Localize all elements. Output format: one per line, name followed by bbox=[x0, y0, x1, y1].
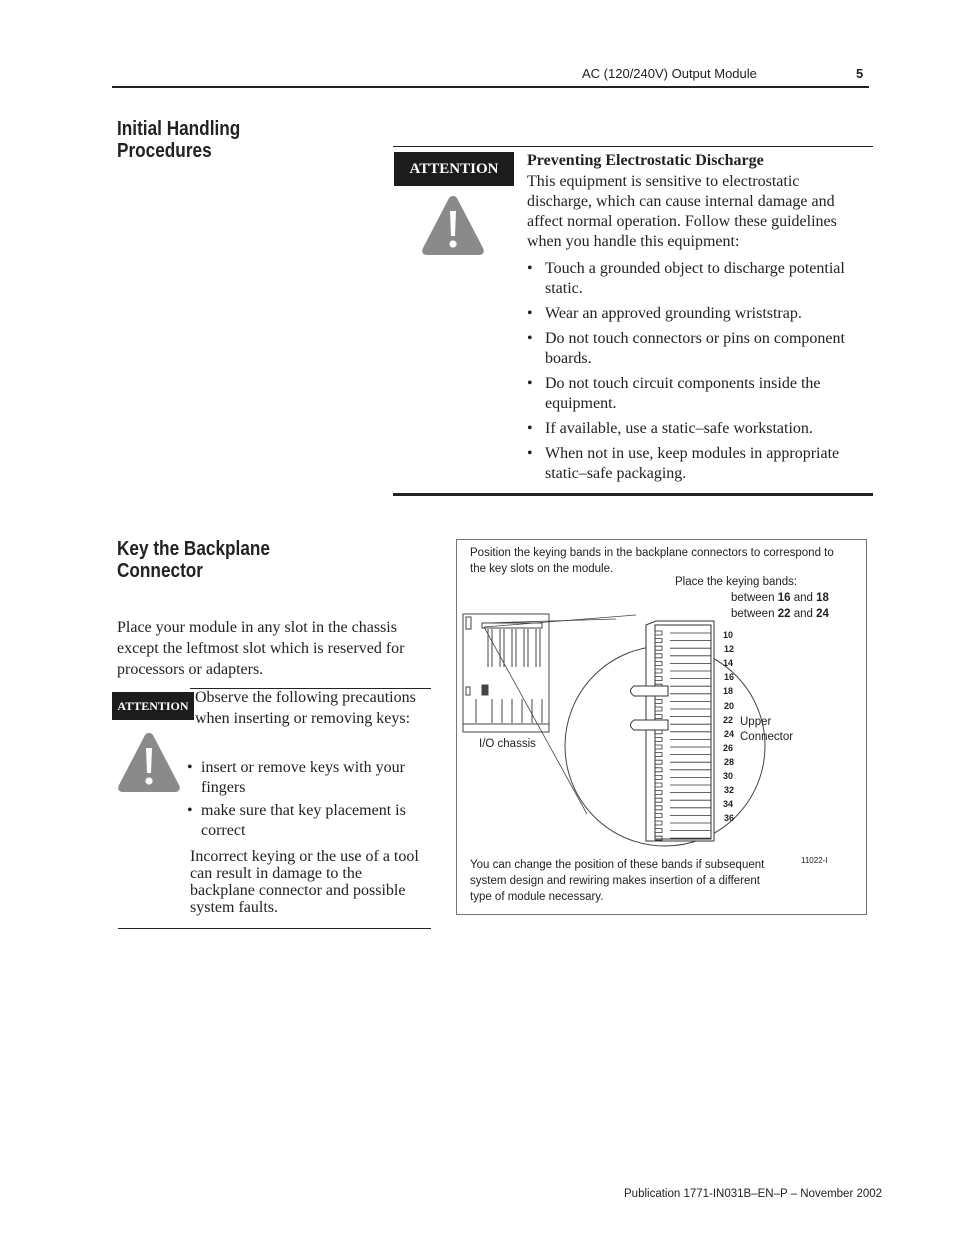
attention-badge: ATTENTION bbox=[394, 152, 514, 186]
header-rule bbox=[112, 86, 869, 88]
figure-place-label: Place the keying bands: bbox=[675, 576, 798, 588]
pin-label: 10 bbox=[723, 630, 734, 640]
page-number: 5 bbox=[856, 66, 864, 81]
band-text: and bbox=[793, 592, 813, 604]
band-pin: 22 bbox=[777, 608, 791, 620]
body-paragraph: Place your module in any slot in the chassis except the leftmost slot which is reserved for processors or adapters. bbox=[117, 619, 405, 678]
band-text: between bbox=[731, 592, 775, 604]
figure-caption-top: Position the keying bands in the backplane connectors to correspond to the key slots on the module. bbox=[470, 547, 834, 575]
band-pin: 18 bbox=[816, 592, 829, 604]
figure-caption-bottom: You can change the position of these bands if subsequent system design and rewiring makes insertion of a different type of module necessary. bbox=[470, 859, 765, 903]
list-item bbox=[527, 329, 867, 369]
band-pin: 24 bbox=[816, 608, 829, 620]
esd-guidelines-list bbox=[527, 259, 867, 489]
list-item-text: Touch a grounded object to discharge potential static. bbox=[545, 260, 845, 297]
io-chassis-label: I/O chassis bbox=[479, 738, 536, 750]
bullet-icon: • bbox=[527, 330, 533, 347]
pin-label: 32 bbox=[724, 785, 735, 796]
list-item bbox=[527, 374, 867, 414]
pin-label: 18 bbox=[723, 686, 734, 697]
warning-triangle-icon bbox=[116, 729, 182, 800]
band-text: and bbox=[793, 608, 813, 620]
warning-triangle-icon bbox=[420, 192, 486, 263]
band-text: between bbox=[731, 608, 775, 620]
heading-line: Procedures bbox=[117, 140, 212, 162]
pin-label: 26 bbox=[723, 742, 734, 753]
pin-label: 30 bbox=[723, 771, 734, 781]
attention-bottom-rule bbox=[118, 928, 431, 929]
bullet-icon: • bbox=[527, 305, 533, 322]
list-item-text: If available, use a static–safe workstation. bbox=[545, 420, 813, 437]
attention-title: Preventing Electrostatic Discharge bbox=[527, 152, 764, 169]
keying-precautions-list bbox=[187, 758, 427, 844]
pin-label: 34 bbox=[723, 799, 734, 810]
list-item-text: Do not touch connectors or pins on component boards. bbox=[545, 330, 845, 367]
attention-intro: This equipment is sensitive to electrostatic discharge, which can cause internal damage and affect normal operation. Follow these guidelines when you handle this equipment: bbox=[527, 173, 837, 250]
section-heading-key-backplane bbox=[117, 538, 270, 582]
pin-label: 16 bbox=[724, 672, 735, 683]
list-item-text: Wear an approved grounding wriststrap. bbox=[545, 305, 802, 322]
bullet-icon: • bbox=[527, 260, 533, 277]
list-item bbox=[527, 419, 867, 439]
list-item bbox=[527, 444, 867, 484]
pin-label: 28 bbox=[724, 756, 735, 767]
pin-label: 22 bbox=[723, 714, 734, 725]
list-item-text: Do not touch circuit components inside the equipment. bbox=[545, 375, 821, 412]
list-item bbox=[527, 304, 867, 324]
list-item-text: make sure that key placement is correct bbox=[201, 802, 406, 839]
band-pin: 16 bbox=[777, 592, 791, 604]
heading-line: Connector bbox=[117, 560, 203, 582]
attention-badge: ATTENTION bbox=[112, 692, 194, 720]
pin-label: 14 bbox=[723, 658, 734, 669]
upper-connector-label bbox=[740, 715, 793, 745]
heading-line: Key the Backplane bbox=[117, 538, 270, 560]
list-item bbox=[527, 259, 867, 299]
figure-number: 11022-I bbox=[801, 856, 828, 865]
attention-bottom-rule bbox=[393, 493, 873, 496]
pin-label: 24 bbox=[724, 728, 735, 739]
attention-warning-text: Incorrect keying or the use of a tool can result in damage to the backplane connector and possible system faults. bbox=[190, 848, 419, 916]
attention-intro: Observe the following precautions when inserting or removing keys: bbox=[195, 689, 416, 727]
section-heading-initial-handling bbox=[117, 118, 240, 162]
list-item bbox=[187, 801, 427, 841]
label-line: Connector bbox=[740, 731, 794, 743]
attention-top-rule bbox=[393, 146, 873, 147]
list-item-text: When not in use, keep modules in appropriate static–safe packaging. bbox=[545, 445, 840, 482]
heading-line: Initial Handling bbox=[117, 118, 241, 140]
bullet-icon: • bbox=[527, 420, 533, 437]
bullet-icon: • bbox=[187, 759, 193, 776]
bullet-icon: • bbox=[527, 445, 533, 462]
bullet-icon: • bbox=[527, 375, 533, 392]
bullet-icon: • bbox=[187, 802, 193, 819]
pin-label: 12 bbox=[724, 644, 735, 655]
list-item-text: insert or remove keys with your fingers bbox=[201, 759, 405, 796]
pin-label: 20 bbox=[724, 700, 735, 711]
pin-label: 36 bbox=[724, 813, 735, 824]
list-item bbox=[187, 758, 427, 798]
running-header-title: AC (120/240V) Output Module bbox=[582, 66, 757, 81]
label-line: Upper bbox=[740, 716, 772, 728]
publication-footer: Publication 1771-IN031B–EN–P – November 2002 bbox=[624, 1188, 883, 1200]
